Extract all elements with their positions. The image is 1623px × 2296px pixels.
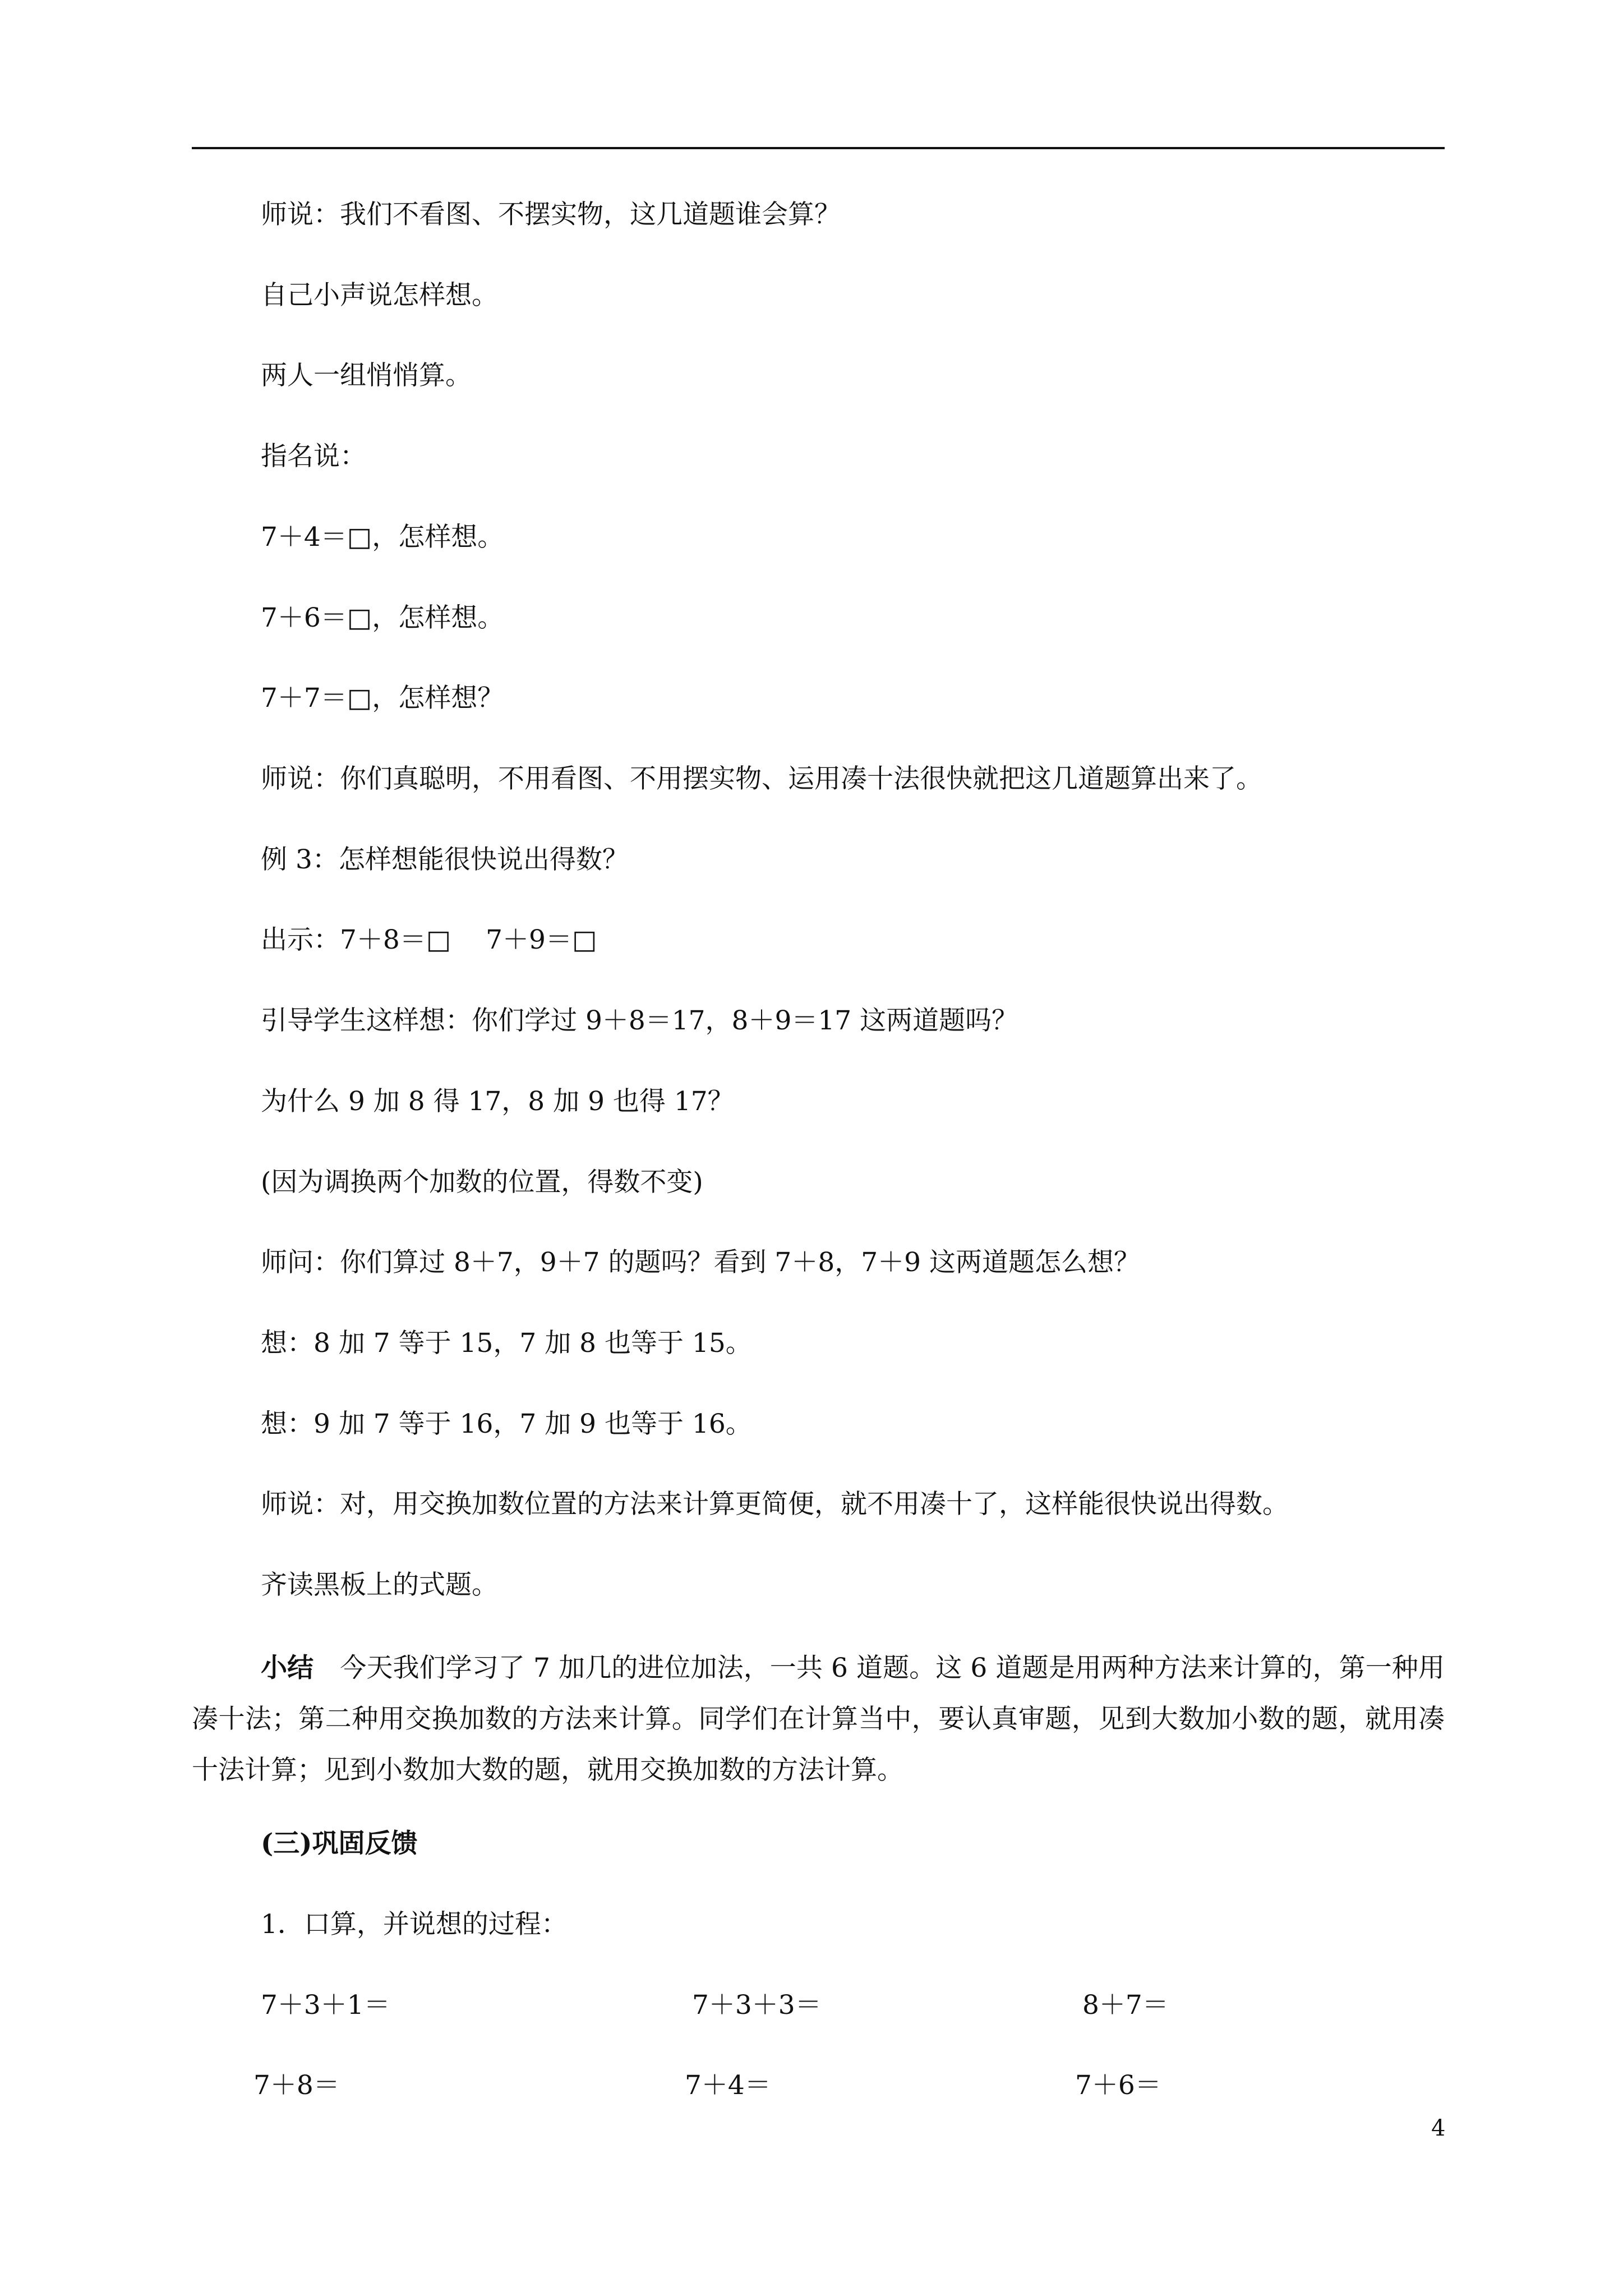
text-line: 师说：你们真聪明，不用看图、不用摆实物、运用凑十法很快就把这几道题算出来了。 (261, 763, 1262, 794)
text-line: 想：8 加 7 等于 15，7 加 8 也等于 15。 (261, 1328, 752, 1359)
summary-label: 小结 (261, 1653, 314, 1683)
summary-text: 今天我们学习了 7 加几的进位加法，一共 6 道题。这 6 道题是用两种方法来计算的，第一种用凑十法；第二种用交换加数的方法来计算。同学们在计算当中，要认真审题，见到大数加小数的题，就用凑十法计算；见到小数加大数的题，就用交换加数的方法计算。 (192, 1653, 1445, 1786)
text-line: 师说：对，用交换加数位置的方法来计算更简便，就不用凑十了，这样能很快说出得数。 (261, 1489, 1289, 1520)
text-line: 两人一组悄悄算。 (261, 360, 472, 391)
text-line: 7＋6＝□，怎样想。 (261, 602, 504, 633)
exercise-item: 8＋7＝ (1082, 1990, 1169, 2021)
text-line: 引导学生这样想：你们学过 9＋8＝17，8＋9＝17 这两道题吗？ (261, 1005, 1018, 1036)
exercise-item: 7＋6＝ (1075, 2070, 1161, 2101)
text-line: 7＋7＝□，怎样想？ (261, 683, 504, 714)
section-heading: (三)巩固反馈 (261, 1828, 418, 1859)
exercise-row (0, 2069, 1623, 2102)
text-line: 想：9 加 7 等于 16，7 加 9 也等于 16。 (261, 1409, 752, 1439)
text-line: 齐读黑板上的式题。 (261, 1570, 498, 1600)
exercise-row (0, 1989, 1623, 2022)
text-line: 7＋4＝□，怎样想。 (261, 522, 504, 553)
text-line: 师问：你们算过 8＋7，9＋7 的题吗？看到 7＋8，7＋9 这两道题怎么想？ (261, 1247, 1140, 1278)
exercise-item: 7＋3＋3＝ (692, 1990, 822, 2021)
text-line: 指名说： (261, 441, 366, 472)
summary-paragraph (192, 1642, 1445, 1796)
page-number: 4 (1431, 2115, 1446, 2141)
text-line: 例 3：怎样想能很快说出得数？ (261, 844, 629, 875)
exercise-item: 7＋3＋1＝ (261, 1990, 390, 2021)
exercise-item: 7＋4＝ (685, 2070, 771, 2101)
text-line: 自己小声说怎样想。 (261, 280, 498, 311)
text-line: 出示：7＋8＝□ 7＋9＝□ (261, 924, 597, 955)
exercise-item: 7＋8＝ (253, 2070, 340, 2101)
header-rule (192, 147, 1445, 149)
text-line: 为什么 9 加 8 得 17，8 加 9 也得 17？ (261, 1086, 734, 1117)
text-line: 师说：我们不看图、不摆实物，这几道题谁会算？ (261, 199, 841, 230)
exercise-intro: 1．口算，并说想的过程： (261, 1909, 568, 1940)
text-line: (因为调换两个加数的位置，得数不变) (261, 1167, 703, 1198)
